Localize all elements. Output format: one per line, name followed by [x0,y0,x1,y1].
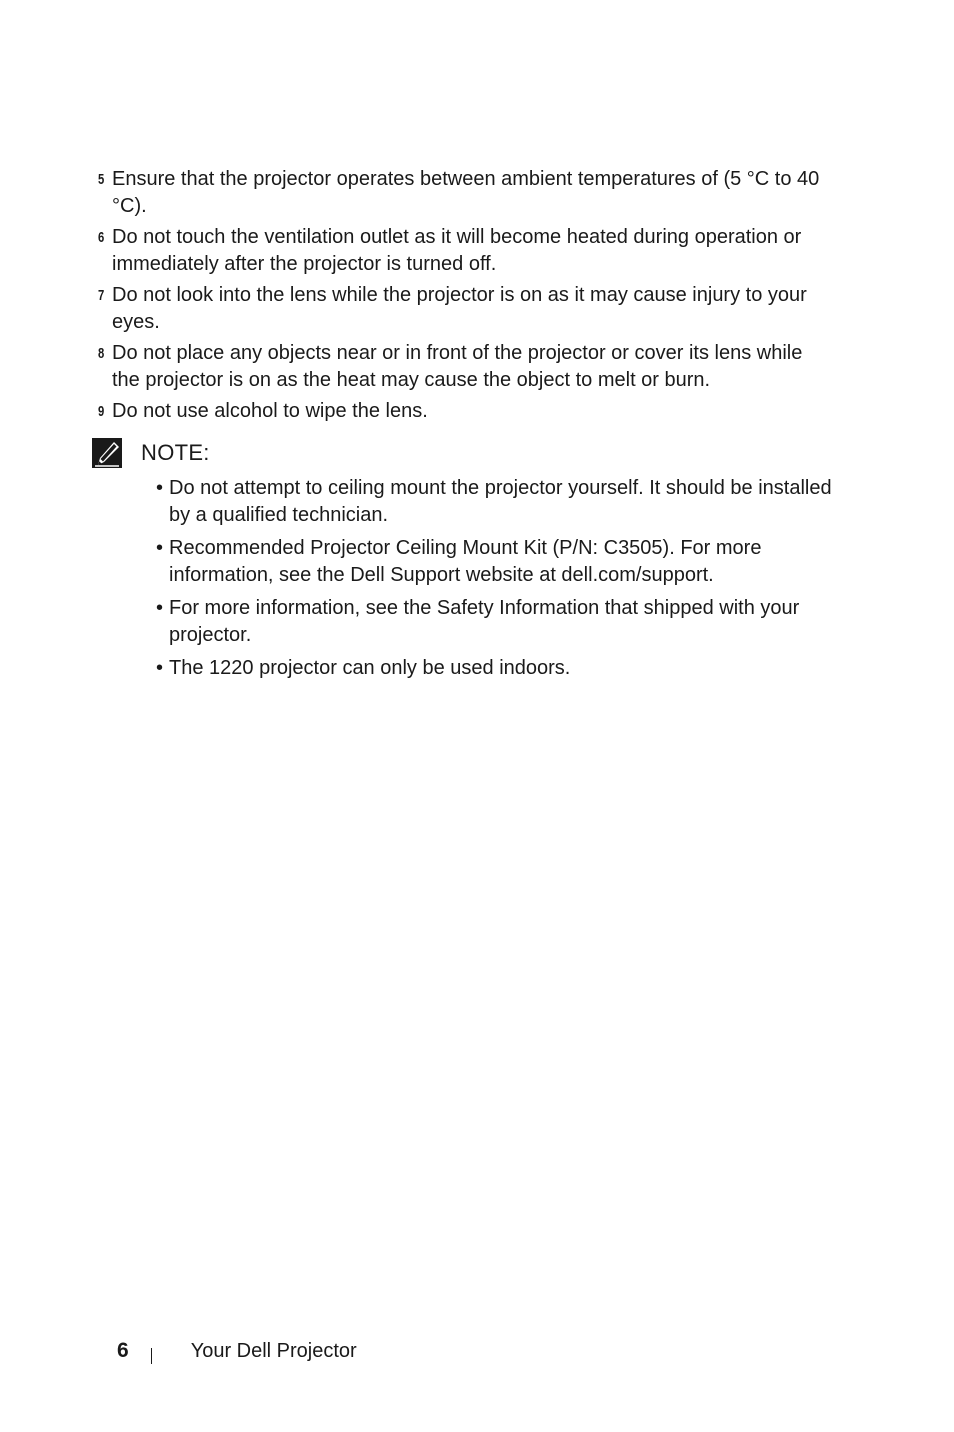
step-number: 6 [98,229,105,246]
safety-steps-list [98,166,834,430]
note-pencil-icon [92,438,122,468]
bullet-dot: • [156,597,164,619]
step-number: 7 [98,287,105,304]
note-bullet-item [156,595,836,648]
step-text: Do not place any objects near or in front of the projector or cover its lens while the projector is on as the heat may cause the object to melt or burn. [112,342,803,391]
step-number: 8 [98,345,105,362]
note-bullet-text: Do not attempt to ceiling mount the projector yourself. It should be installed by a qualified technician. [169,477,832,526]
bullet-dot: • [156,477,164,499]
safety-step [98,398,834,425]
safety-step [98,224,834,277]
note-bullet-item [156,475,836,528]
note-bullet-list [156,475,836,689]
safety-step [98,340,834,393]
step-text: Ensure that the projector operates between ambient temperatures of (5 °C to 40 °C). [112,168,820,217]
footer-divider [151,1348,152,1364]
bullet-dot: • [156,537,164,559]
note-bullet-item [156,535,836,588]
note-bullet-text: The 1220 projector can only be used indoors. [169,657,571,679]
page-number: 6 [117,1339,129,1362]
step-text: Do not look into the lens while the projector is on as it may cause injury to your eyes. [112,284,807,333]
note-label: NOTE: [141,440,210,465]
note-bullet-text: Recommended Projector Ceiling Mount Kit (P/N: C3505). For more information, see the Dell Support website at dell.com/support. [169,537,762,586]
step-number: 9 [98,403,105,420]
step-number: 5 [98,171,105,188]
safety-step [98,282,834,335]
safety-step [98,166,834,219]
note-bullet-text: For more information, see the Safety Information that shipped with your projector. [169,597,800,646]
note-header [92,437,210,469]
footer-title: Your Dell Projector [190,1339,357,1362]
step-text: Do not touch the ventilation outlet as it will become heated during operation or immediately after the projector is turned off. [112,226,802,275]
step-text: Do not use alcohol to wipe the lens. [112,400,428,422]
page-footer [117,1336,357,1366]
bullet-dot: • [156,657,164,679]
note-bullet-item [156,655,836,682]
